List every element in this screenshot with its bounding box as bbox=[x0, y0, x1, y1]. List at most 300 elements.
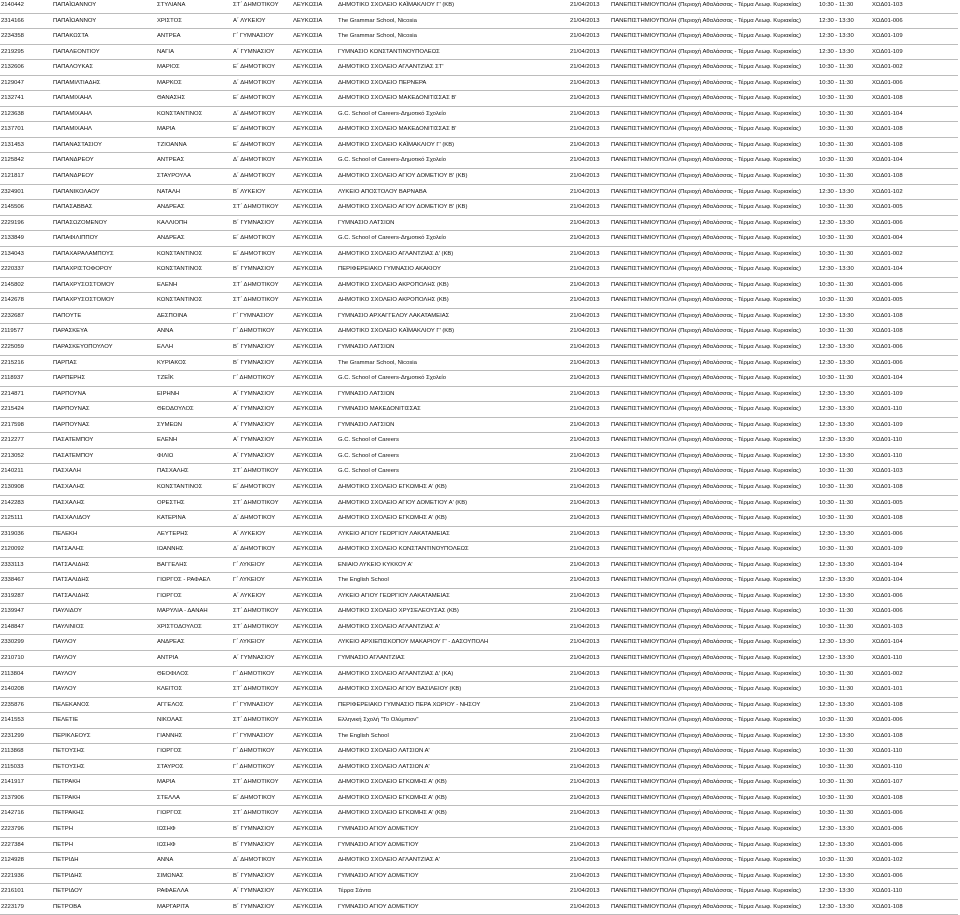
surname-cell: ΠΕΛΕΤΙΕ bbox=[52, 713, 156, 729]
exam-time-cell: 10:30 - 11:30 bbox=[818, 853, 871, 869]
exam-date-cell: 21/04/2013 bbox=[569, 806, 610, 822]
exam-venue-cell: ΠΑΝΕΠΙΣΤΗΜΙΟΥΠΟΛΗ (Περιοχή Αθαλάσσας - Τέρμα Λεωφ. Κυριακίας) bbox=[610, 386, 818, 402]
surname-cell: ΠΑΠΑΜΙΛΤΙΑΔΗΣ bbox=[52, 75, 156, 91]
district-cell: ΛΕΥΚΩΣΙΑ bbox=[292, 402, 337, 418]
first-name-cell: ΙΩΣΗΦ bbox=[156, 821, 232, 837]
exam-date-cell: 21/04/2013 bbox=[569, 0, 610, 13]
candidate-id-cell: 2141553 bbox=[0, 713, 52, 729]
school-cell: ΔΗΜΟΤΙΚΟ ΣΧΟΛΕΙΟ ΑΓΛΑΝΤΖΙΑΣ Α' bbox=[337, 619, 569, 635]
district-cell: ΛΕΥΚΩΣΙΑ bbox=[292, 340, 337, 356]
exam-venue-cell: ΠΑΝΕΠΙΣΤΗΜΙΟΥΠΟΛΗ (Περιοχή Αθαλάσσας - Τέρμα Λεωφ. Κυριακίας) bbox=[610, 293, 818, 309]
district-cell: ΛΕΥΚΩΣΙΑ bbox=[292, 355, 337, 371]
grade-cell: ΣΤ΄ ΔΗΜΟΤΙΚΟΥ bbox=[232, 713, 292, 729]
first-name-cell: ΧΡΙΣΤΟΣ bbox=[156, 13, 232, 29]
exam-time-cell: 10:30 - 11:30 bbox=[818, 713, 871, 729]
first-name-cell: ΦΙΛΙΩ bbox=[156, 448, 232, 464]
school-cell: ΓΥΜΝΑΣΙΟ ΑΡΧΑΓΓΕΛΟΥ ΛΑΚΑΤΑΜΕΙΑΣ bbox=[337, 308, 569, 324]
school-cell: ΕΝΙΑΙΟ ΛΥΚΕΙΟ ΚΥΚΚΟΥ Α' bbox=[337, 557, 569, 573]
exam-room-cell: ΧΩΔ01-108 bbox=[871, 122, 958, 138]
exam-venue-cell: ΠΑΝΕΠΙΣΤΗΜΙΟΥΠΟΛΗ (Περιοχή Αθαλάσσας - Τέρμα Λεωφ. Κυριακίας) bbox=[610, 619, 818, 635]
district-cell: ΛΕΥΚΩΣΙΑ bbox=[292, 386, 337, 402]
school-cell: ΔΗΜΟΤΙΚΟ ΣΧΟΛΕΙΟ ΠΕΡΝΕΡΑ bbox=[337, 75, 569, 91]
exam-date-cell: 21/04/2013 bbox=[569, 448, 610, 464]
first-name-cell: ΔΕΣΠΟΙΝΑ bbox=[156, 308, 232, 324]
exam-time-cell: 12:30 - 13:30 bbox=[818, 184, 871, 200]
first-name-cell: ΕΛΕΝΗ bbox=[156, 433, 232, 449]
table-row bbox=[0, 899, 958, 915]
district-cell: ΛΕΥΚΩΣΙΑ bbox=[292, 697, 337, 713]
exam-venue-cell: ΠΑΝΕΠΙΣΤΗΜΙΟΥΠΟΛΗ (Περιοχή Αθαλάσσας - Τέρμα Λεωφ. Κυριακίας) bbox=[610, 604, 818, 620]
grade-cell: ΣΤ΄ ΔΗΜΟΤΙΚΟΥ bbox=[232, 293, 292, 309]
district-cell: ΛΕΥΚΩΣΙΑ bbox=[292, 728, 337, 744]
table-row bbox=[0, 619, 958, 635]
district-cell: ΛΕΥΚΩΣΙΑ bbox=[292, 666, 337, 682]
table-row bbox=[0, 324, 958, 340]
grade-cell: Δ΄ ΔΗΜΟΤΙΚΟΥ bbox=[232, 853, 292, 869]
exam-date-cell: 21/04/2013 bbox=[569, 744, 610, 760]
exam-room-cell: ΧΩΔ01-006 bbox=[871, 355, 958, 371]
exam-date-cell: 21/04/2013 bbox=[569, 60, 610, 76]
district-cell: ΛΕΥΚΩΣΙΑ bbox=[292, 899, 337, 915]
district-cell: ΛΕΥΚΩΣΙΑ bbox=[292, 526, 337, 542]
school-cell: ΓΥΜΝΑΣΙΟ ΛΑΤΣΙΩΝ bbox=[337, 340, 569, 356]
exam-time-cell: 10:30 - 11:30 bbox=[818, 495, 871, 511]
school-cell: The Grammar School, Nicosia bbox=[337, 13, 569, 29]
table-row bbox=[0, 806, 958, 822]
table-row bbox=[0, 557, 958, 573]
school-cell: ΓΥΜΝΑΣΙΟ ΛΑΤΣΙΩΝ bbox=[337, 386, 569, 402]
first-name-cell: ΝΙΚΟΛΑΣ bbox=[156, 713, 232, 729]
exam-venue-cell: ΠΑΝΕΠΙΣΤΗΜΙΟΥΠΟΛΗ (Περιοχή Αθαλάσσας - Τέρμα Λεωφ. Κυριακίας) bbox=[610, 371, 818, 387]
candidate-id-cell: 2213052 bbox=[0, 448, 52, 464]
exam-venue-cell: ΠΑΝΕΠΙΣΤΗΜΙΟΥΠΟΛΗ (Περιοχή Αθαλάσσας - Τέρμα Λεωφ. Κυριακίας) bbox=[610, 29, 818, 45]
exam-time-cell: 10:30 - 11:30 bbox=[818, 744, 871, 760]
first-name-cell: ΑΓΓΕΛΟΣ bbox=[156, 697, 232, 713]
exam-time-cell: 12:30 - 13:30 bbox=[818, 308, 871, 324]
surname-cell: ΠΑΠΑΧΡΥΣΟΣΤΟΜΟΥ bbox=[52, 293, 156, 309]
surname-cell: ΠΑΡΑΣΚΕΥΟΠΟΥΛΟΥ bbox=[52, 340, 156, 356]
candidate-id-cell: 2338467 bbox=[0, 573, 52, 589]
candidate-id-cell: 2130908 bbox=[0, 479, 52, 495]
surname-cell: ΠΕΤΡΟΒΑ bbox=[52, 899, 156, 915]
grade-cell: Γ΄ ΓΥΜΝΑΣΙΟΥ bbox=[232, 697, 292, 713]
exam-venue-cell: ΠΑΝΕΠΙΣΤΗΜΙΟΥΠΟΛΗ (Περιοχή Αθαλάσσας - Τέρμα Λεωφ. Κυριακίας) bbox=[610, 262, 818, 278]
candidate-id-cell: 2137906 bbox=[0, 790, 52, 806]
surname-cell: ΠΕΛΕΚΑΝΟΣ bbox=[52, 697, 156, 713]
surname-cell: ΠΕΤΡΑΚΗΣ bbox=[52, 806, 156, 822]
grade-cell: Ε΄ ΔΗΜΟΤΙΚΟΥ bbox=[232, 122, 292, 138]
candidate-id-cell: 2139947 bbox=[0, 604, 52, 620]
surname-cell: ΠΑΠΑΜΙΧΑΗΛ bbox=[52, 91, 156, 107]
first-name-cell: ΣΤΕΛΛΑ bbox=[156, 790, 232, 806]
surname-cell: ΠΑΥΛΙΔΟΥ bbox=[52, 604, 156, 620]
exam-room-cell: ΧΩΔ01-102 bbox=[871, 853, 958, 869]
exam-room-cell: ΧΩΔ01-006 bbox=[871, 588, 958, 604]
surname-cell: ΠΑΠΑΜΙΧΑΗΛ bbox=[52, 106, 156, 122]
exam-date-cell: 21/04/2013 bbox=[569, 340, 610, 356]
exam-room-cell: ΧΩΔ01-108 bbox=[871, 511, 958, 527]
school-cell: Τέρρα Σάντα bbox=[337, 884, 569, 900]
exam-date-cell: 21/04/2013 bbox=[569, 231, 610, 247]
exam-time-cell: 10:30 - 11:30 bbox=[818, 200, 871, 216]
exam-venue-cell: ΠΑΝΕΠΙΣΤΗΜΙΟΥΠΟΛΗ (Περιοχή Αθαλάσσας - Τέρμα Λεωφ. Κυριακίας) bbox=[610, 13, 818, 29]
school-cell: The Grammar School, Nicosia bbox=[337, 355, 569, 371]
surname-cell: ΠΑΣΑΤΕΜΠΟΥ bbox=[52, 433, 156, 449]
grade-cell: Α΄ ΓΥΜΝΑΣΙΟΥ bbox=[232, 884, 292, 900]
table-row bbox=[0, 169, 958, 185]
candidate-id-cell: 2133849 bbox=[0, 231, 52, 247]
exam-time-cell: 10:30 - 11:30 bbox=[818, 790, 871, 806]
grade-cell: ΣΤ΄ ΔΗΜΟΤΙΚΟΥ bbox=[232, 619, 292, 635]
exam-venue-cell: ΠΑΝΕΠΙΣΤΗΜΙΟΥΠΟΛΗ (Περιοχή Αθαλάσσας - Τέρμα Λεωφ. Κυριακίας) bbox=[610, 635, 818, 651]
district-cell: ΛΕΥΚΩΣΙΑ bbox=[292, 75, 337, 91]
surname-cell: ΠΑΤΣΑΛΗΣ bbox=[52, 542, 156, 558]
grade-cell: Β΄ ΛΥΚΕΙΟΥ bbox=[232, 184, 292, 200]
table-row bbox=[0, 837, 958, 853]
school-cell: ΠΕΡΙΦΕΡΕΙΑΚΟ ΓΥΜΝΑΣΙΟ ΑΚΑΚΙΟΥ bbox=[337, 262, 569, 278]
table-row bbox=[0, 448, 958, 464]
exam-venue-cell: ΠΑΝΕΠΙΣΤΗΜΙΟΥΠΟΛΗ (Περιοχή Αθαλάσσας - Τέρμα Λεωφ. Κυριακίας) bbox=[610, 821, 818, 837]
school-cell: ΔΗΜΟΤΙΚΟ ΣΧΟΛΕΙΟ ΚΑΪΜΑΚΛΙΟΥ Γ' (ΚΒ) bbox=[337, 0, 569, 13]
grade-cell: Γ΄ ΔΗΜΟΤΙΚΟΥ bbox=[232, 371, 292, 387]
candidate-id-cell: 2148847 bbox=[0, 619, 52, 635]
school-cell: The Grammar School, Nicosia bbox=[337, 29, 569, 45]
school-cell: ΔΗΜΟΤΙΚΟ ΣΧΟΛΕΙΟ ΑΓΙΟΥ ΒΑΣΙΛΕΙΟΥ (ΚΒ) bbox=[337, 682, 569, 698]
school-cell: G.C. School of Careers-Δημοτικό Σχολείο bbox=[337, 106, 569, 122]
exam-room-cell: ΧΩΔ01-107 bbox=[871, 775, 958, 791]
school-cell: ΓΥΜΝΑΣΙΟ ΑΓΙΟΥ ΔΟΜΕΤΙΟΥ bbox=[337, 868, 569, 884]
exam-venue-cell: ΠΑΝΕΠΙΣΤΗΜΙΟΥΠΟΛΗ (Περιοχή Αθαλάσσας - Τέρμα Λεωφ. Κυριακίας) bbox=[610, 75, 818, 91]
exam-date-cell: 21/04/2013 bbox=[569, 29, 610, 45]
first-name-cell: ΚΩΝΣΤΑΝΤΙΝΟΣ bbox=[156, 106, 232, 122]
candidate-id-cell: 2131453 bbox=[0, 137, 52, 153]
first-name-cell: ΟΡΕΣΤΗΣ bbox=[156, 495, 232, 511]
table-row bbox=[0, 511, 958, 527]
school-cell: Ελληνική Σχολή "Το Ολύμπιον" bbox=[337, 713, 569, 729]
candidate-id-cell: 2145802 bbox=[0, 277, 52, 293]
grade-cell: ΣΤ΄ ΔΗΜΟΤΙΚΟΥ bbox=[232, 682, 292, 698]
exam-venue-cell: ΠΑΝΕΠΙΣΤΗΜΙΟΥΠΟΛΗ (Περιοχή Αθαλάσσας - Τέρμα Λεωφ. Κυριακίας) bbox=[610, 884, 818, 900]
exam-time-cell: 10:30 - 11:30 bbox=[818, 371, 871, 387]
candidate-id-cell: 2319036 bbox=[0, 526, 52, 542]
exam-venue-cell: ΠΑΝΕΠΙΣΤΗΜΙΟΥΠΟΛΗ (Περιοχή Αθαλάσσας - Τέρμα Λεωφ. Κυριακίας) bbox=[610, 137, 818, 153]
table-row bbox=[0, 200, 958, 216]
first-name-cell: ΑΝΤΡΕΑ bbox=[156, 29, 232, 45]
exam-room-cell: ΧΩΔ01-103 bbox=[871, 464, 958, 480]
table-row bbox=[0, 75, 958, 91]
district-cell: ΛΕΥΚΩΣΙΑ bbox=[292, 324, 337, 340]
exam-time-cell: 10:30 - 11:30 bbox=[818, 806, 871, 822]
surname-cell: ΠΕΤΟΥΣΗΣ bbox=[52, 744, 156, 760]
exam-venue-cell: ΠΑΝΕΠΙΣΤΗΜΙΟΥΠΟΛΗ (Περιοχή Αθαλάσσας - Τέρμα Λεωφ. Κυριακίας) bbox=[610, 790, 818, 806]
first-name-cell: ΛΕΥΤΕΡΗΣ bbox=[156, 526, 232, 542]
table-row bbox=[0, 682, 958, 698]
candidate-id-cell: 2124928 bbox=[0, 853, 52, 869]
school-cell: ΛΥΚΕΙΟ ΑΡΧΙΕΠΙΣΚΟΠΟΥ ΜΑΚΑΡΙΟΥ Γ' - ΔΑΣΟΥΠΟΛΗ bbox=[337, 635, 569, 651]
district-cell: ΛΕΥΚΩΣΙΑ bbox=[292, 542, 337, 558]
district-cell: ΛΕΥΚΩΣΙΑ bbox=[292, 308, 337, 324]
exam-venue-cell: ΠΑΝΕΠΙΣΤΗΜΙΟΥΠΟΛΗ (Περιοχή Αθαλάσσας - Τέρμα Λεωφ. Κυριακίας) bbox=[610, 557, 818, 573]
district-cell: ΛΕΥΚΩΣΙΑ bbox=[292, 868, 337, 884]
grade-cell: ΣΤ΄ ΔΗΜΟΤΙΚΟΥ bbox=[232, 200, 292, 216]
school-cell: ΔΗΜΟΤΙΚΟ ΣΧΟΛΕΙΟ ΑΚΡΟΠΟΛΗΣ (ΚΒ) bbox=[337, 277, 569, 293]
exam-room-cell: ΧΩΔ01-104 bbox=[871, 635, 958, 651]
school-cell: ΓΥΜΝΑΣΙΟ ΑΓΛΑΝΤΖΙΑΣ bbox=[337, 650, 569, 666]
exam-date-cell: 21/04/2013 bbox=[569, 464, 610, 480]
school-cell: ΔΗΜΟΤΙΚΟ ΣΧΟΛΕΙΟ ΕΓΚΩΜΗΣ Α' (ΚΒ) bbox=[337, 511, 569, 527]
exam-venue-cell: ΠΑΝΕΠΙΣΤΗΜΙΟΥΠΟΛΗ (Περιοχή Αθαλάσσας - Τέρμα Λεωφ. Κυριακίας) bbox=[610, 340, 818, 356]
exam-time-cell: 12:30 - 13:30 bbox=[818, 728, 871, 744]
exam-venue-cell: ΠΑΝΕΠΙΣΤΗΜΙΟΥΠΟΛΗ (Περιοχή Αθαλάσσας - Τέρμα Λεωφ. Κυριακίας) bbox=[610, 448, 818, 464]
grade-cell: Γ΄ ΓΥΜΝΑΣΙΟΥ bbox=[232, 29, 292, 45]
first-name-cell: ΑΝΝΑ bbox=[156, 853, 232, 869]
exam-room-cell: ΧΩΔ01-006 bbox=[871, 526, 958, 542]
school-cell: The English School bbox=[337, 573, 569, 589]
first-name-cell: ΣΤΥΛΙΑΝΑ bbox=[156, 0, 232, 13]
exam-room-cell: ΧΩΔ01-006 bbox=[871, 13, 958, 29]
exam-room-cell: ΧΩΔ01-108 bbox=[871, 324, 958, 340]
exam-date-cell: 21/04/2013 bbox=[569, 106, 610, 122]
district-cell: ΛΕΥΚΩΣΙΑ bbox=[292, 682, 337, 698]
candidate-id-cell: 2142716 bbox=[0, 806, 52, 822]
candidate-id-cell: 2220337 bbox=[0, 262, 52, 278]
table-row bbox=[0, 417, 958, 433]
district-cell: ΛΕΥΚΩΣΙΑ bbox=[292, 262, 337, 278]
school-cell: ΔΗΜΟΤΙΚΟ ΣΧΟΛΕΙΟ ΑΓΛΑΝΤΖΙΑΣ ΣΤ' bbox=[337, 60, 569, 76]
first-name-cell: ΓΙΩΡΓΟΣ bbox=[156, 588, 232, 604]
school-cell: G.C. School of Careers-Δημοτικό Σχολείο bbox=[337, 371, 569, 387]
first-name-cell: ΑΝΔΡΕΑΣ bbox=[156, 200, 232, 216]
exam-date-cell: 21/04/2013 bbox=[569, 184, 610, 200]
exam-room-cell: ΧΩΔ01-110 bbox=[871, 433, 958, 449]
surname-cell: ΠΑΠΑΧΡΙΣΤΟΦΟΡΟΥ bbox=[52, 262, 156, 278]
grade-cell: Α΄ ΛΥΚΕΙΟΥ bbox=[232, 13, 292, 29]
table-row bbox=[0, 0, 958, 13]
exam-room-cell: ΧΩΔ01-108 bbox=[871, 697, 958, 713]
surname-cell: ΠΑΣΧΑΛΙΔΟΥ bbox=[52, 511, 156, 527]
first-name-cell: ΜΑΡΚΟΣ bbox=[156, 75, 232, 91]
candidate-id-cell: 2210710 bbox=[0, 650, 52, 666]
table-row bbox=[0, 153, 958, 169]
school-cell: ΔΗΜΟΤΙΚΟ ΣΧΟΛΕΙΟ ΑΓΛΑΝΤΖΙΑΣ Δ' (ΚΒ) bbox=[337, 246, 569, 262]
grade-cell: Ε΄ ΔΗΜΟΤΙΚΟΥ bbox=[232, 246, 292, 262]
surname-cell: ΠΕΤΡΙΔΗΣ bbox=[52, 868, 156, 884]
grade-cell: Α΄ ΓΥΜΝΑΣΙΟΥ bbox=[232, 402, 292, 418]
exam-room-cell: ΧΩΔ01-104 bbox=[871, 106, 958, 122]
grade-cell: Α΄ ΛΥΚΕΙΟΥ bbox=[232, 526, 292, 542]
school-cell: ΔΗΜΟΤΙΚΟ ΣΧΟΛΕΙΟ ΑΓΙΟΥ ΔΟΜΕΤΙΟΥ Β' (ΚΒ) bbox=[337, 169, 569, 185]
exam-date-cell: 21/04/2013 bbox=[569, 821, 610, 837]
surname-cell: ΠΑΠΑΧΡΥΣΟΣΤΟΜΟΥ bbox=[52, 277, 156, 293]
school-cell: ΔΗΜΟΤΙΚΟ ΣΧΟΛΕΙΟ ΕΓΚΩΜΗΣ Α' (ΚΒ) bbox=[337, 790, 569, 806]
candidate-id-cell: 2132741 bbox=[0, 91, 52, 107]
exam-room-cell: ΧΩΔ01-108 bbox=[871, 91, 958, 107]
surname-cell: ΠΑΥΛΟΥ bbox=[52, 682, 156, 698]
school-cell: ΔΗΜΟΤΙΚΟ ΣΧΟΛΕΙΟ ΕΓΚΩΜΗΣ Α' (ΚΒ) bbox=[337, 775, 569, 791]
exam-time-cell: 12:30 - 13:30 bbox=[818, 697, 871, 713]
grade-cell: Β΄ ΓΥΜΝΑΣΙΟΥ bbox=[232, 262, 292, 278]
table-row bbox=[0, 29, 958, 45]
district-cell: ΛΕΥΚΩΣΙΑ bbox=[292, 184, 337, 200]
exam-date-cell: 21/04/2013 bbox=[569, 433, 610, 449]
candidate-id-cell: 2120092 bbox=[0, 542, 52, 558]
candidate-id-cell: 2330299 bbox=[0, 635, 52, 651]
table-row bbox=[0, 231, 958, 247]
exam-venue-cell: ΠΑΝΕΠΙΣΤΗΜΙΟΥΠΟΛΗ (Περιοχή Αθαλάσσας - Τέρμα Λεωφ. Κυριακίας) bbox=[610, 44, 818, 60]
first-name-cell: ΝΑΓΙΑ bbox=[156, 44, 232, 60]
grade-cell: Δ΄ ΔΗΜΟΤΙΚΟΥ bbox=[232, 542, 292, 558]
exam-date-cell: 21/04/2013 bbox=[569, 790, 610, 806]
table-row bbox=[0, 433, 958, 449]
exam-venue-cell: ΠΑΝΕΠΙΣΤΗΜΙΟΥΠΟΛΗ (Περιοχή Αθαλάσσας - Τέρμα Λεωφ. Κυριακίας) bbox=[610, 277, 818, 293]
district-cell: ΛΕΥΚΩΣΙΑ bbox=[292, 200, 337, 216]
surname-cell: ΠΑΠΑΣΑΒΒΑΣ bbox=[52, 200, 156, 216]
surname-cell: ΠΑΠΑΪΩΑΝΝΟΥ bbox=[52, 0, 156, 13]
exam-venue-cell: ΠΑΝΕΠΙΣΤΗΜΙΟΥΠΟΛΗ (Περιοχή Αθαλάσσας - Τέρμα Λεωφ. Κυριακίας) bbox=[610, 853, 818, 869]
surname-cell: ΠΑΠΑΝΔΡΕΟΥ bbox=[52, 153, 156, 169]
exam-room-cell: ΧΩΔ01-108 bbox=[871, 728, 958, 744]
surname-cell: ΠΑΠΑΚΩΣΤΑ bbox=[52, 29, 156, 45]
grade-cell: Β΄ ΓΥΜΝΑΣΙΟΥ bbox=[232, 868, 292, 884]
school-cell: ΓΥΜΝΑΣΙΟ ΛΑΤΣΙΩΝ bbox=[337, 417, 569, 433]
exam-venue-cell: ΠΑΝΕΠΙΣΤΗΜΙΟΥΠΟΛΗ (Περιοχή Αθαλάσσας - Τέρμα Λεωφ. Κυριακίας) bbox=[610, 355, 818, 371]
school-cell: ΔΗΜΟΤΙΚΟ ΣΧΟΛΕΙΟ ΚΑΪΜΑΚΛΙΟΥ Γ' (ΚΒ) bbox=[337, 137, 569, 153]
candidate-id-cell: 2137701 bbox=[0, 122, 52, 138]
school-cell: ΓΥΜΝΑΣΙΟ ΑΓΙΟΥ ΔΟΜΕΤΙΟΥ bbox=[337, 821, 569, 837]
surname-cell: ΠΑΠΑΝΑΣΤΑΣΙΟΥ bbox=[52, 137, 156, 153]
exam-room-cell: ΧΩΔ01-006 bbox=[871, 821, 958, 837]
exam-room-cell: ΧΩΔ01-006 bbox=[871, 806, 958, 822]
candidate-id-cell: 2119577 bbox=[0, 324, 52, 340]
school-cell: ΔΗΜΟΤΙΚΟ ΣΧΟΛΕΙΟ ΑΓΙΟΥ ΔΟΜΕΤΙΟΥ Β' (ΚΒ) bbox=[337, 200, 569, 216]
table-row bbox=[0, 542, 958, 558]
exam-room-cell: ΧΩΔ01-006 bbox=[871, 75, 958, 91]
first-name-cell: ΜΑΡΙΟΣ bbox=[156, 60, 232, 76]
exam-venue-cell: ΠΑΝΕΠΙΣΤΗΜΙΟΥΠΟΛΗ (Περιοχή Αθαλάσσας - Τέρμα Λεωφ. Κυριακίας) bbox=[610, 464, 818, 480]
district-cell: ΛΕΥΚΩΣΙΑ bbox=[292, 557, 337, 573]
table-row bbox=[0, 13, 958, 29]
exam-room-cell: ΧΩΔ01-102 bbox=[871, 184, 958, 200]
school-cell: ΔΗΜΟΤΙΚΟ ΣΧΟΛΕΙΟ ΛΑΤΣΙΩΝ Α' bbox=[337, 744, 569, 760]
table-row bbox=[0, 44, 958, 60]
district-cell: ΛΕΥΚΩΣΙΑ bbox=[292, 29, 337, 45]
exam-date-cell: 21/04/2013 bbox=[569, 713, 610, 729]
exam-date-cell: 21/04/2013 bbox=[569, 526, 610, 542]
exam-venue-cell: ΠΑΝΕΠΙΣΤΗΜΙΟΥΠΟΛΗ (Περιοχή Αθαλάσσας - Τέρμα Λεωφ. Κυριακίας) bbox=[610, 402, 818, 418]
exam-date-cell: 21/04/2013 bbox=[569, 324, 610, 340]
first-name-cell: ΙΩΑΝΝΗΣ bbox=[156, 542, 232, 558]
school-cell: ΔΗΜΟΤΙΚΟ ΣΧΟΛΕΙΟ ΑΚΡΟΠΟΛΗΣ (ΚΒ) bbox=[337, 293, 569, 309]
surname-cell: ΠΑΡΠΟΥΝΑ bbox=[52, 386, 156, 402]
grade-cell: Β΄ ΓΥΜΝΑΣΙΟΥ bbox=[232, 821, 292, 837]
district-cell: ΛΕΥΚΩΣΙΑ bbox=[292, 417, 337, 433]
exam-room-cell: ΧΩΔ01-101 bbox=[871, 682, 958, 698]
exam-time-cell: 12:30 - 13:30 bbox=[818, 355, 871, 371]
exam-date-cell: 21/04/2013 bbox=[569, 262, 610, 278]
candidate-id-cell: 2142283 bbox=[0, 495, 52, 511]
district-cell: ΛΕΥΚΩΣΙΑ bbox=[292, 448, 337, 464]
grade-cell: Γ΄ ΓΥΜΝΑΣΙΟΥ bbox=[232, 728, 292, 744]
school-cell: ΓΥΜΝΑΣΙΟ ΜΑΚΕΔΟΝΙΤΙΣΣΑΣ bbox=[337, 402, 569, 418]
district-cell: ΛΕΥΚΩΣΙΑ bbox=[292, 60, 337, 76]
surname-cell: ΠΑΥΛΟΥ bbox=[52, 666, 156, 682]
district-cell: ΛΕΥΚΩΣΙΑ bbox=[292, 91, 337, 107]
school-cell: ΔΗΜΟΤΙΚΟ ΣΧΟΛΕΙΟ ΜΑΚΕΔΟΝΙΤΙΣΣΑΣ Β' bbox=[337, 91, 569, 107]
exam-room-cell: ΧΩΔ01-002 bbox=[871, 60, 958, 76]
grade-cell: ΣΤ΄ ΔΗΜΟΤΙΚΟΥ bbox=[232, 775, 292, 791]
surname-cell: ΠΑΥΛΟΥ bbox=[52, 635, 156, 651]
candidate-id-cell: 2235876 bbox=[0, 697, 52, 713]
surname-cell: ΠΑΠΑΝΔΡΕΟΥ bbox=[52, 169, 156, 185]
exam-venue-cell: ΠΑΝΕΠΙΣΤΗΜΙΟΥΠΟΛΗ (Περιοχή Αθαλάσσας - Τέρμα Λεωφ. Κυριακίας) bbox=[610, 759, 818, 775]
exam-time-cell: 10:30 - 11:30 bbox=[818, 682, 871, 698]
candidate-id-cell: 2121817 bbox=[0, 169, 52, 185]
grade-cell: Γ΄ ΛΥΚΕΙΟΥ bbox=[232, 635, 292, 651]
first-name-cell: ΣΤΑΥΡΟΥΛΑ bbox=[156, 169, 232, 185]
table-row bbox=[0, 308, 958, 324]
exam-date-cell: 21/04/2013 bbox=[569, 573, 610, 589]
grade-cell: ΣΤ΄ ΔΗΜΟΤΙΚΟΥ bbox=[232, 806, 292, 822]
district-cell: ΛΕΥΚΩΣΙΑ bbox=[292, 0, 337, 13]
exam-time-cell: 12:30 - 13:30 bbox=[818, 417, 871, 433]
grade-cell: Α΄ ΓΥΜΝΑΣΙΟΥ bbox=[232, 44, 292, 60]
exam-venue-cell: ΠΑΝΕΠΙΣΤΗΜΙΟΥΠΟΛΗ (Περιοχή Αθαλάσσας - Τέρμα Λεωφ. Κυριακίας) bbox=[610, 573, 818, 589]
first-name-cell: ΘΑΝΑΣΗΣ bbox=[156, 91, 232, 107]
table-row bbox=[0, 340, 958, 356]
first-name-cell: ΠΑΣΧΑΛΗΣ bbox=[156, 464, 232, 480]
first-name-cell: ΜΑΡΥΛΙΑ - ΔΑΝΑΗ bbox=[156, 604, 232, 620]
exam-venue-cell: ΠΑΝΕΠΙΣΤΗΜΙΟΥΠΟΛΗ (Περιοχή Αθαλάσσας - Τέρμα Λεωφ. Κυριακίας) bbox=[610, 775, 818, 791]
candidate-id-cell: 2223796 bbox=[0, 821, 52, 837]
exam-venue-cell: ΠΑΝΕΠΙΣΤΗΜΙΟΥΠΟΛΗ (Περιοχή Αθαλάσσας - Τέρμα Λεωφ. Κυριακίας) bbox=[610, 324, 818, 340]
surname-cell: ΠΑΡΑΣΚΕΥΑ bbox=[52, 324, 156, 340]
exam-date-cell: 21/04/2013 bbox=[569, 511, 610, 527]
exam-venue-cell: ΠΑΝΕΠΙΣΤΗΜΙΟΥΠΟΛΗ (Περιοχή Αθαλάσσας - Τέρμα Λεωφ. Κυριακίας) bbox=[610, 697, 818, 713]
first-name-cell: ΜΑΡΙΑ bbox=[156, 775, 232, 791]
surname-cell: ΠΑΤΣΑΛΙΔΗΣ bbox=[52, 557, 156, 573]
district-cell: ΛΕΥΚΩΣΙΑ bbox=[292, 573, 337, 589]
exam-room-cell: ΧΩΔ01-103 bbox=[871, 619, 958, 635]
district-cell: ΛΕΥΚΩΣΙΑ bbox=[292, 588, 337, 604]
candidate-id-cell: 2221936 bbox=[0, 868, 52, 884]
exam-time-cell: 10:30 - 11:30 bbox=[818, 75, 871, 91]
district-cell: ΛΕΥΚΩΣΙΑ bbox=[292, 464, 337, 480]
exam-venue-cell: ΠΑΝΕΠΙΣΤΗΜΙΟΥΠΟΛΗ (Περιοχή Αθαλάσσας - Τέρμα Λεωφ. Κυριακίας) bbox=[610, 308, 818, 324]
school-cell: G.C. School of Careers bbox=[337, 448, 569, 464]
grade-cell: ΣΤ΄ ΔΗΜΟΤΙΚΟΥ bbox=[232, 495, 292, 511]
surname-cell: ΠΑΠΑΛΕΟΝΤΙΟΥ bbox=[52, 44, 156, 60]
table-row bbox=[0, 666, 958, 682]
district-cell: ΛΕΥΚΩΣΙΑ bbox=[292, 44, 337, 60]
table-row bbox=[0, 744, 958, 760]
exam-time-cell: 12:30 - 13:30 bbox=[818, 340, 871, 356]
exam-time-cell: 12:30 - 13:30 bbox=[818, 868, 871, 884]
school-cell: ΛΥΚΕΙΟ ΑΓΙΟΥ ΓΕΩΡΓΙΟΥ ΛΑΚΑΤΑΜΕΙΑΣ bbox=[337, 526, 569, 542]
grade-cell: Γ΄ ΛΥΚΕΙΟΥ bbox=[232, 557, 292, 573]
candidate-id-cell: 2134043 bbox=[0, 246, 52, 262]
exam-venue-cell: ΠΑΝΕΠΙΣΤΗΜΙΟΥΠΟΛΗ (Περιοχή Αθαλάσσας - Τέρμα Λεωφ. Κυριακίας) bbox=[610, 153, 818, 169]
district-cell: ΛΕΥΚΩΣΙΑ bbox=[292, 806, 337, 822]
first-name-cell: ΚΩΝΣΤΑΝΤΙΝΟΣ bbox=[156, 262, 232, 278]
exam-venue-cell: ΠΑΝΕΠΙΣΤΗΜΙΟΥΠΟΛΗ (Περιοχή Αθαλάσσας - Τέρμα Λεωφ. Κυριακίας) bbox=[610, 184, 818, 200]
first-name-cell: ΙΩΣΗΦ bbox=[156, 837, 232, 853]
table-row bbox=[0, 853, 958, 869]
surname-cell: ΠΑΡΠΟΥΝΑΣ bbox=[52, 417, 156, 433]
candidate-id-cell: 2232687 bbox=[0, 308, 52, 324]
district-cell: ΛΕΥΚΩΣΙΑ bbox=[292, 635, 337, 651]
exam-time-cell: 12:30 - 13:30 bbox=[818, 13, 871, 29]
surname-cell: ΠΑΤΣΑΛΙΔΗΣ bbox=[52, 573, 156, 589]
